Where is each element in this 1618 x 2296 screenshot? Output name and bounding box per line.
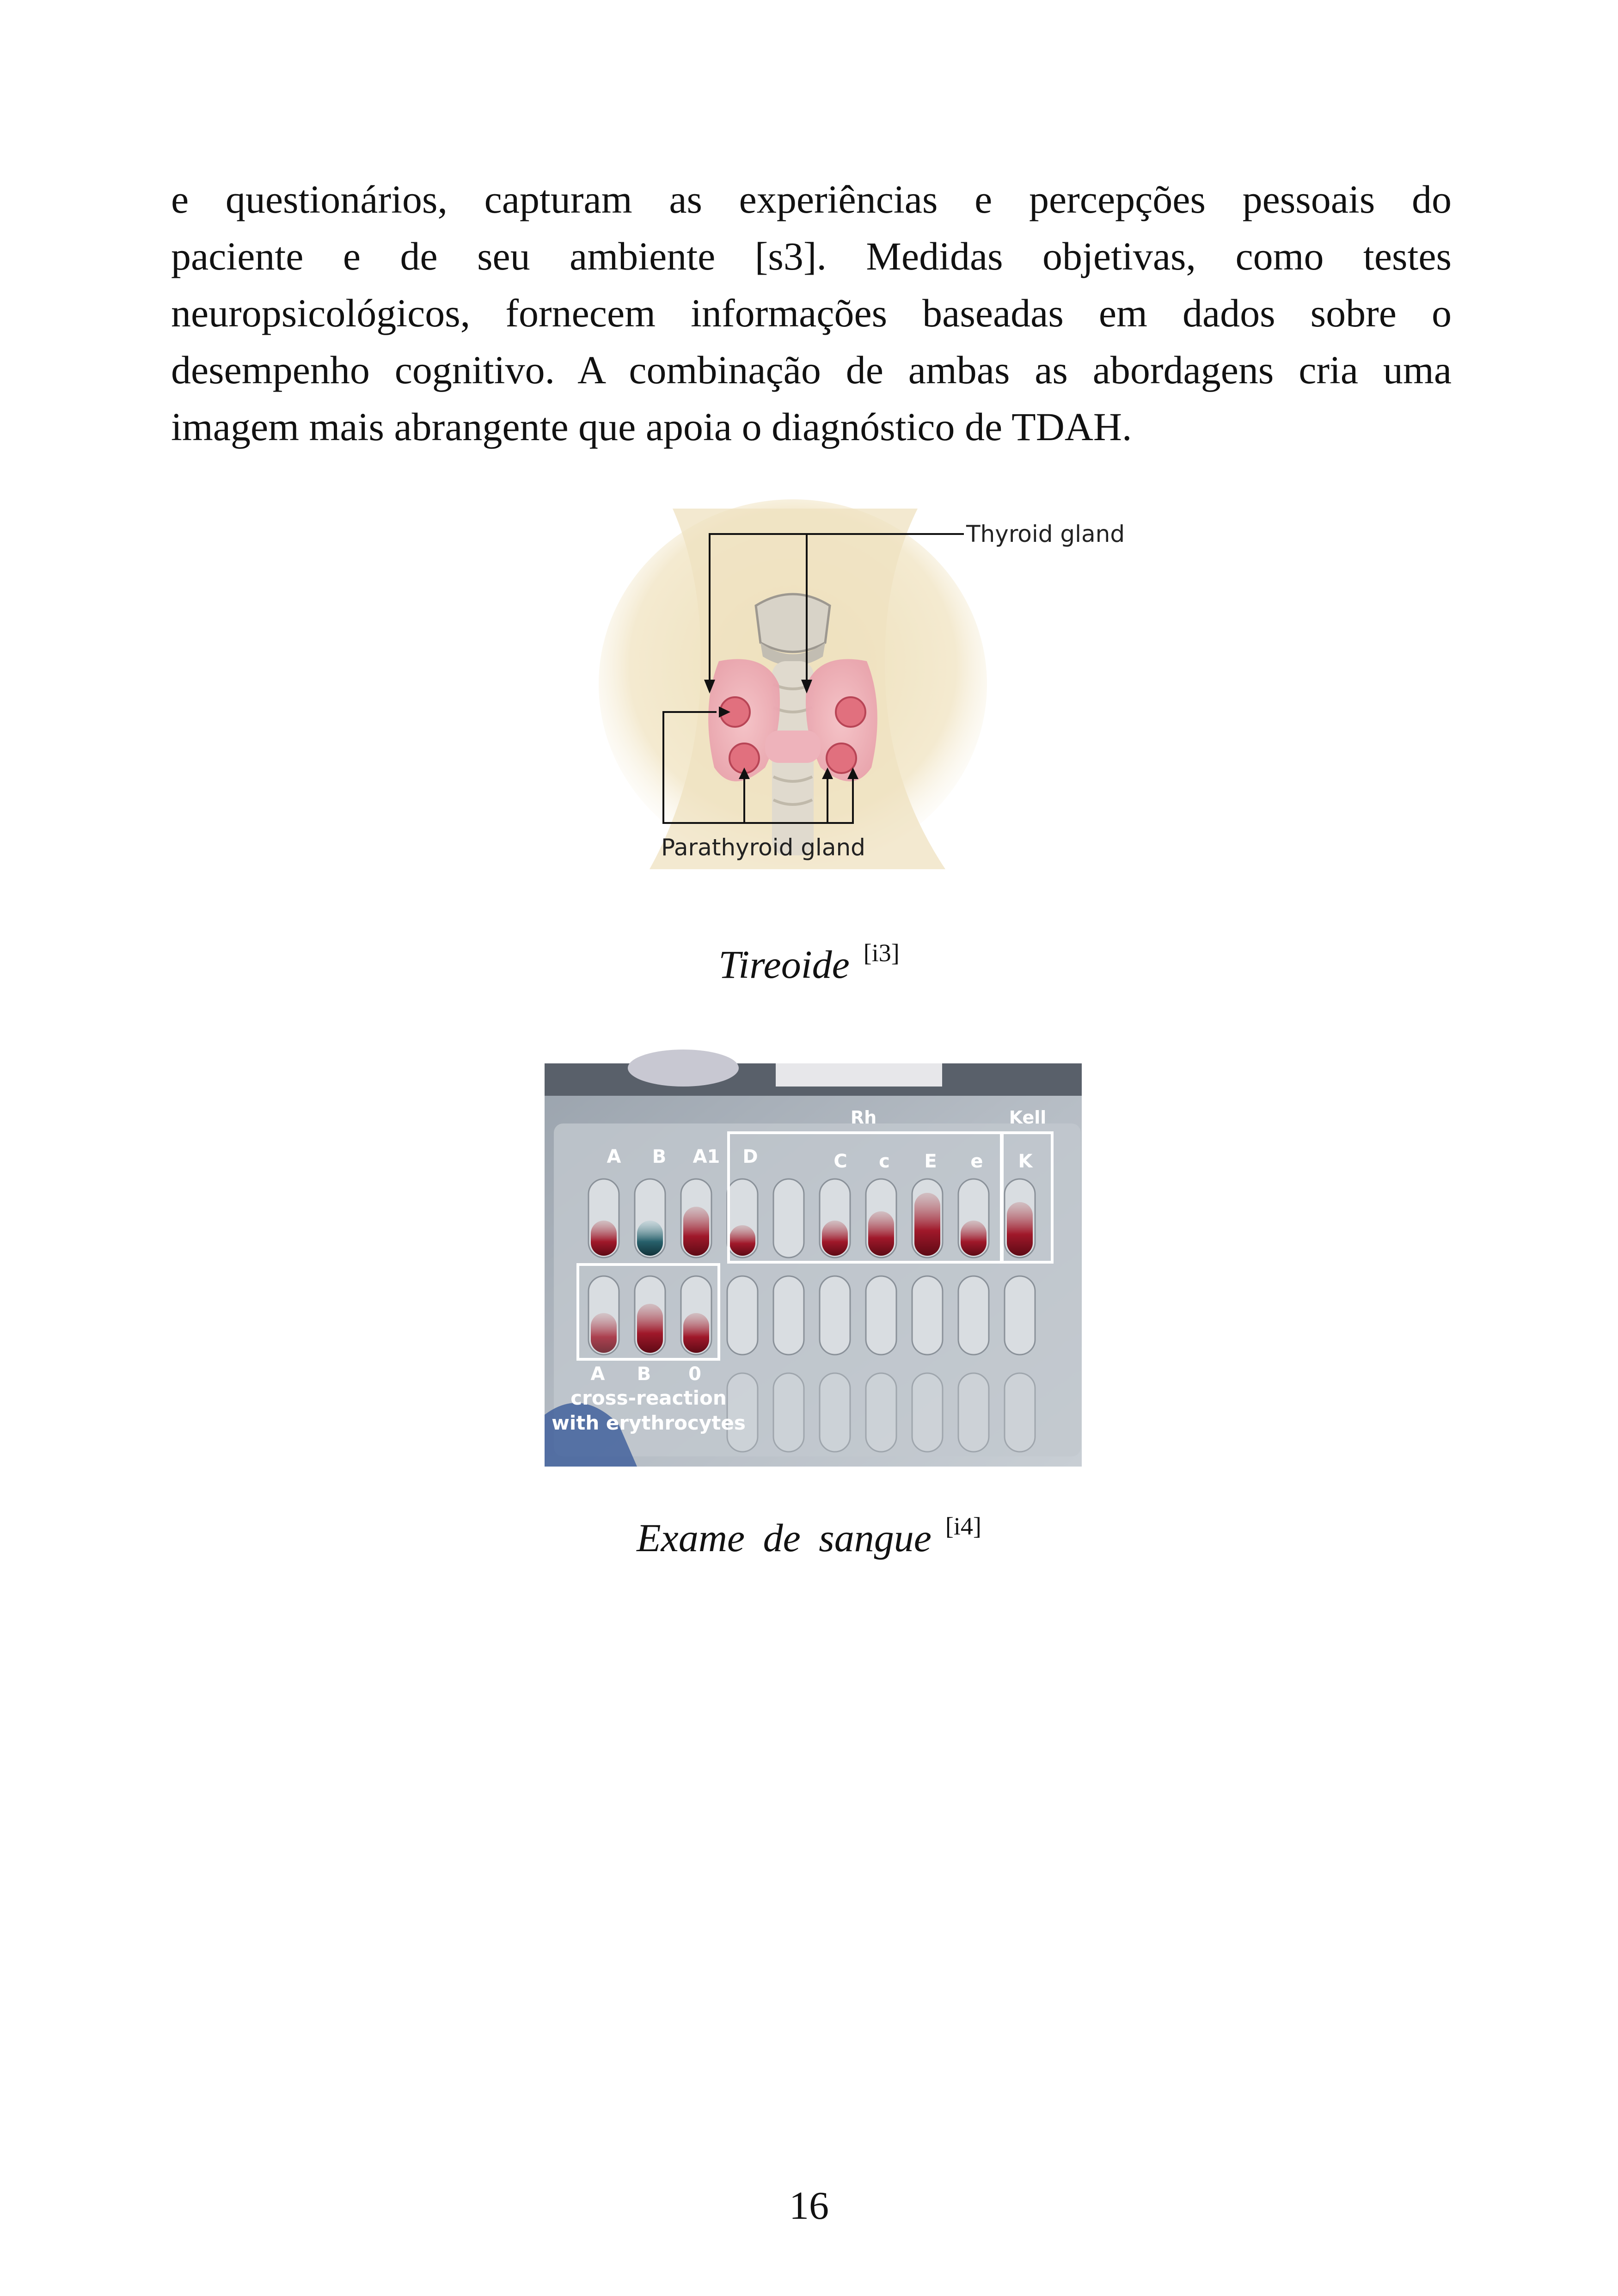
well-label: c	[879, 1151, 890, 1172]
cross-reaction-note: cross-reaction	[570, 1387, 727, 1409]
parathyroid-upper-right	[836, 697, 865, 727]
body-paragraph	[171, 171, 1452, 455]
kell-label: Kell	[1009, 1107, 1047, 1128]
thyroid-illustration	[566, 490, 1125, 897]
page-number: 16	[789, 2183, 829, 2228]
figure-reference: [i3]	[863, 939, 900, 967]
paragraph-line: neuropsicológicos, fornecem informações baseadas em dados sobre o	[171, 291, 1452, 335]
paragraph-line: e questionários, capturam as experiências e percepções pessoais do	[171, 177, 1452, 221]
well-label: 0	[688, 1363, 701, 1385]
well-label: B	[652, 1146, 667, 1167]
caption-text: Tireoide	[718, 942, 850, 987]
well-label: C	[834, 1151, 847, 1172]
well-label: B	[637, 1363, 651, 1385]
figure-reference: [i4]	[945, 1512, 981, 1540]
well-label: D	[742, 1146, 758, 1167]
well-label: e	[970, 1151, 983, 1172]
blood-typing-card	[545, 1063, 1082, 1467]
blood-test-photo	[545, 1063, 1082, 1467]
thyroid-diagram	[566, 490, 1125, 897]
figure-caption-thyroid	[0, 939, 1618, 988]
figure-caption-blood	[0, 1512, 1618, 1561]
thyroid-isthmus	[765, 731, 821, 763]
cross-reaction-note: with erythrocytes	[552, 1412, 746, 1434]
thyroid-gland-label: Thyroid gland	[966, 521, 1125, 547]
well-label: K	[1018, 1151, 1033, 1172]
paragraph-line: desempenho cognitivo. A combinação de ambas as abordagens cria uma	[171, 348, 1452, 392]
parathyroid-gland-label: Parathyroid gland	[661, 834, 865, 861]
well-label: A1	[693, 1146, 720, 1167]
well-label: A	[607, 1146, 621, 1167]
paragraph-line: imagem mais abrangente que apoia o diagnóstico de TDAH.	[171, 405, 1132, 449]
well-label: E	[924, 1151, 937, 1172]
caption-text: Exame de sangue	[637, 1516, 932, 1560]
rh-label: Rh	[850, 1107, 877, 1128]
well-label: A	[590, 1363, 605, 1385]
parathyroid-lower-right	[827, 743, 856, 773]
paragraph-line: paciente e de seu ambiente [s3]. Medidas objetivas, como testes	[171, 234, 1452, 278]
